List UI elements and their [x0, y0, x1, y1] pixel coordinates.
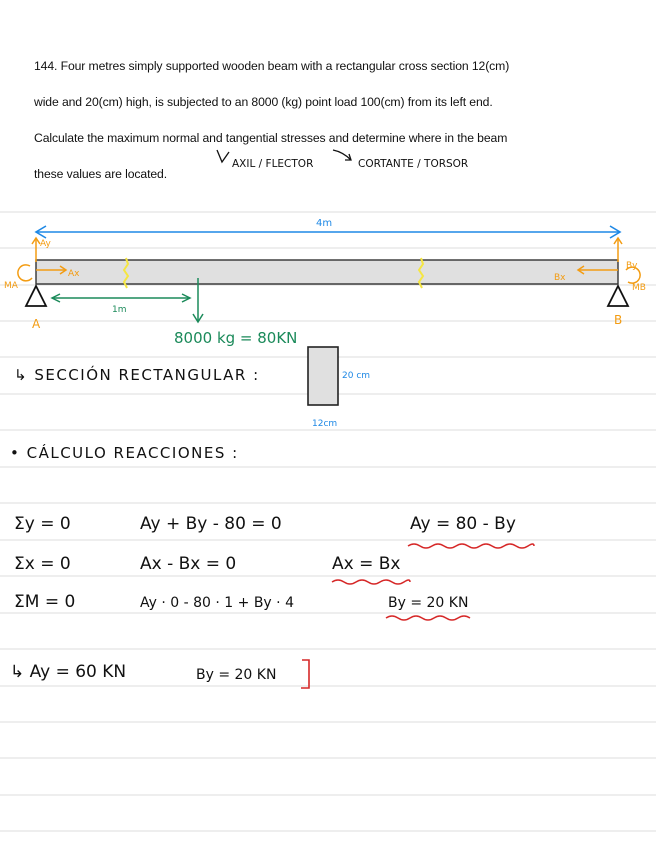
equation-y: Ay + By - 80 = 0	[140, 514, 282, 534]
sum-m: ΣM = 0	[14, 592, 76, 612]
load-distance-label: 1m	[112, 305, 127, 315]
support-a-pin	[26, 286, 46, 306]
cross-section-diagram	[300, 342, 390, 432]
problem-line-1: 144. Four metres simply supported wooden beam with a rectangular cross section 12(cm)	[34, 59, 510, 73]
bx-label: Bx	[554, 273, 566, 283]
sum-x: Σx = 0	[14, 554, 71, 574]
ay-label: Ay	[40, 239, 51, 249]
reactions-heading: • CÁLCULO REACCIONES :	[10, 444, 239, 462]
equation-m: Ay · 0 - 80 · 1 + By · 4	[140, 595, 294, 611]
annotation-axil-flector: AXIL / FLECTOR	[232, 158, 314, 170]
load-distance-arrow	[52, 294, 190, 302]
result-ay: Ay = 80 - By	[410, 514, 516, 534]
problem-line-2: wide and 20(cm) high, is subjected to an 8000 (kg) point load 100(cm) from its left end.	[34, 95, 493, 109]
result-bracket	[298, 658, 314, 692]
ax-label: Ax	[68, 269, 80, 279]
section-heading: ↳ SECCIÓN RECTANGULAR :	[14, 366, 260, 384]
result-underlines	[0, 530, 656, 630]
beam-diagram	[0, 210, 656, 350]
ma-arc	[18, 265, 32, 281]
cross-section-rect	[308, 347, 338, 405]
by-label: By	[626, 261, 638, 271]
annotation-cortante-torsor: CORTANTE / TORSOR	[358, 158, 469, 170]
support-b-pin	[608, 286, 628, 306]
equation-x: Ax - Bx = 0	[140, 554, 237, 574]
section-width-label: 12cm	[312, 419, 338, 429]
final-ay: ↳ Ay = 60 KN	[10, 662, 127, 682]
result-ax: Ax = Bx	[332, 554, 401, 574]
final-by: By = 20 KN	[196, 667, 277, 683]
support-a-label: A	[32, 317, 41, 331]
beam	[36, 260, 618, 284]
span-label: 4m	[316, 218, 333, 229]
point-load-label: 8000 kg = 80KN	[174, 329, 298, 347]
result-by: By = 20 KN	[388, 595, 469, 611]
section-height-label: 20 cm	[342, 371, 371, 381]
sum-y: Σy = 0	[14, 514, 71, 534]
problem-line-3: Calculate the maximum normal and tangential stresses and determine where in the beam	[34, 131, 508, 145]
mb-label: MB	[632, 283, 646, 293]
ma-label: MA	[4, 281, 18, 291]
problem-line-4: these values are located.	[34, 167, 168, 181]
support-b-label: B	[614, 313, 623, 327]
